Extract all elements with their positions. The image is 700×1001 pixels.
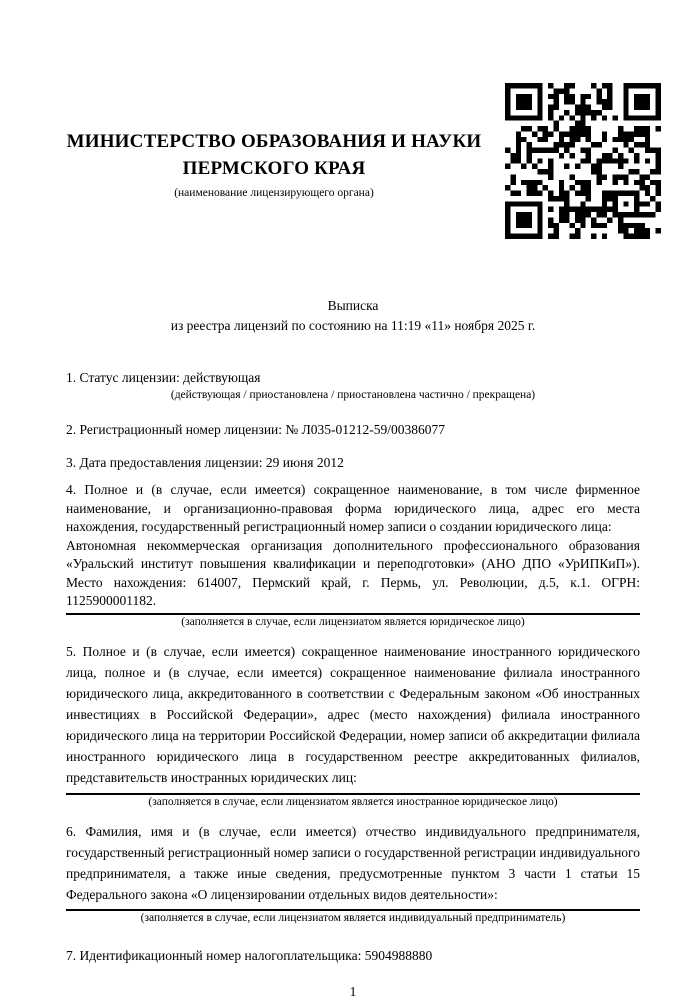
field-legal-entity-value: Автономная некоммерческая организация дополнительного профессионального образования «Уральский институт повышения квалификации и переподготовки» (АНО ДПО «УрИПКиП»). Место нахождения: 614007, Пермский край, г. Пермь, ул. Революции, д.5, к.1. ОГРН: 1125900001182. xyxy=(66,537,640,608)
document-title-line2: из реестра лицензий по состоянию на 11:19 «11» ноября 2025 г. xyxy=(170,318,536,333)
page-number: 1 xyxy=(349,983,357,999)
licensing-authority-header xyxy=(64,128,484,200)
ministry-caption: (наименование лицензирующего органа) xyxy=(174,187,374,199)
field-foreign-entity-note: (заполняется в случае, если лицензиатом является иностранное юридическое лицо) xyxy=(148,795,558,808)
document-body xyxy=(66,296,640,1001)
qr-code-icon xyxy=(505,83,661,239)
document-title xyxy=(66,296,640,336)
field-license-status: 1. Статус лицензии: действующая xyxy=(66,370,261,385)
field-license-grant-date: 3. Дата предоставления лицензии: 29 июня 2012 xyxy=(66,455,344,470)
field-foreign-entity: 5. Полное и (в случае, если имеется) сокращенное наименование иностранного юридического лица, полное и (в случае, если имеется) сокращенное наименование филиала иностранного юридического лица, аккредитованного в соответствии с Федеральным законом «Об иностранных инвестициях в Российской Федерации», адрес (место нахождения) филиала иностранного юридического лица на территории Российской Федерации, номер записи об аккредитации филиала иностранного юридического лица в государственном реестре аккредитованных филиалов, представительств иностранных юридических лиц: xyxy=(66,643,640,785)
field-registration-number: 2. Регистрационный номер лицензии: № Л035-01212-59/00386077 xyxy=(66,422,446,437)
document-title-line1: Выписка xyxy=(327,298,379,313)
field-individual-entrepreneur-note: (заполняется в случае, если лицензиатом является индивидуальный предприниматель) xyxy=(140,911,566,924)
ministry-name-line1: МИНИСТЕРСТВО ОБРАЗОВАНИЯ И НАУКИ xyxy=(66,131,482,152)
field-license-status-note: (действующая / приостановлена / приостановлена частично / прекращена) xyxy=(170,389,536,401)
field-legal-entity-intro: 4. Полное и (в случае, если имеется) сокращенное наименование, в том числе фирменное наименование, и организационно-правовая форма юридического лица, адрес его места нахождения, государственный регистрационный номер записи о создании юридического лица: xyxy=(66,482,640,534)
field-taxpayer-number: 7. Идентификационный номер налогоплательщика: 5904988880 xyxy=(66,947,433,963)
field-legal-entity xyxy=(66,481,640,611)
field-legal-entity-note: (заполняется в случае, если лицензиатом является юридическое лицо) xyxy=(181,615,525,628)
field-individual-entrepreneur: 6. Фамилия, имя и (в случае, если имеется) отчество индивидуального предпринимателя, государственный регистрационный номер записи о государственной регистрации индивидуального предпринимателя, а также иные сведения, предусмотренные пунктом 3 части 1 статьи 15 Федерального закона «О лицензировании отдельных видов деятельности»: xyxy=(66,823,640,902)
ministry-name-line2: ПЕРМСКОГО КРАЯ xyxy=(182,158,366,179)
